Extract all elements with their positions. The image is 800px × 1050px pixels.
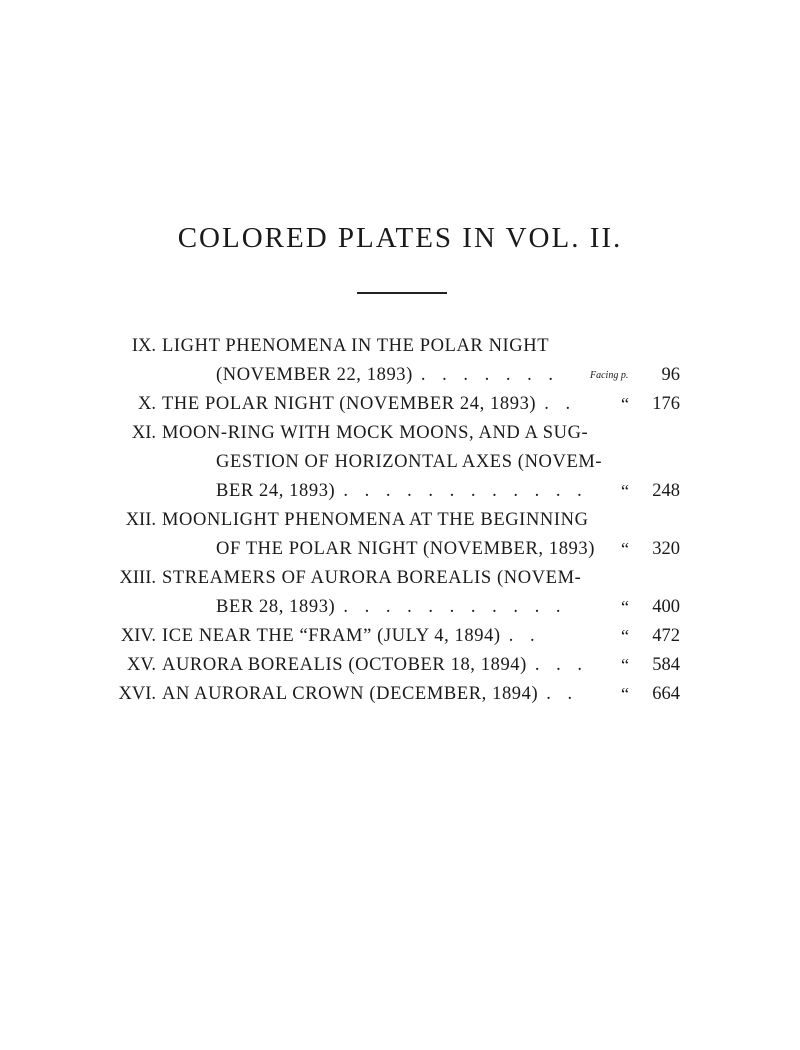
plate-title-text: ICE NEAR THE “FRAM” (JULY 4, 1894): [162, 626, 501, 646]
page-number: 248: [652, 481, 680, 501]
list-item: [110, 680, 690, 709]
entry-line: [110, 593, 690, 622]
page-number: 176: [652, 394, 680, 414]
list-item: [110, 419, 690, 506]
title-rule: [357, 292, 447, 294]
plate-title-text: THE POLAR NIGHT (NOVEMBER 24, 1893): [162, 394, 537, 414]
plate-title: [162, 651, 588, 680]
plate-title: [162, 390, 576, 419]
plates-list: [110, 332, 690, 709]
plate-title-continued: OF THE POLAR NIGHT (NOVEMBER, 1893): [216, 539, 596, 559]
page-title: COLORED PLATES IN VOL. II.: [177, 222, 623, 254]
plate-numeral: XII.: [125, 510, 156, 530]
dot-leader: . . . . . . . . . . . .: [343, 481, 588, 501]
plate-title: LIGHT PHENOMENA IN THE POLAR NIGHT: [162, 336, 550, 356]
dot-leader: . . .: [534, 655, 589, 675]
ditto-mark: “: [621, 394, 629, 414]
entry-line: [110, 535, 690, 564]
entry-line: [110, 448, 690, 477]
plate-title-continued: GESTION OF HORIZONTAL AXES (NOVEM-: [216, 452, 603, 472]
list-item: [110, 651, 690, 680]
plate-title-text: AN AURORAL CROWN (DECEMBER, 1894): [162, 684, 539, 704]
entry-line: [110, 622, 690, 651]
entry-line: [110, 477, 690, 506]
entry-line: [110, 506, 690, 535]
page-number: 664: [652, 684, 680, 704]
plate-numeral: XV.: [127, 655, 156, 675]
page-number: 320: [652, 539, 680, 559]
entry-line: [110, 651, 690, 680]
page-number: 400: [652, 597, 680, 617]
plate-numeral: IX.: [131, 336, 156, 356]
list-item: [110, 622, 690, 651]
page-number: 584: [652, 655, 680, 675]
plate-title-continued: [216, 361, 559, 390]
list-item: [110, 506, 690, 564]
entry-line: [110, 332, 690, 361]
plate-title: MOONLIGHT PHENOMENA AT THE BEGINNING: [162, 510, 589, 530]
plate-date: BER 28, 1893): [216, 597, 336, 617]
plate-title-continued: [216, 593, 566, 622]
entry-line: [110, 390, 690, 419]
plate-numeral: XI.: [131, 423, 156, 443]
ditto-mark: “: [621, 626, 629, 646]
dot-leader: . . . . . . .: [420, 365, 560, 385]
ditto-mark: “: [621, 481, 629, 501]
plate-title: [162, 680, 578, 709]
plate-numeral: XVI.: [118, 684, 156, 704]
page-number: 96: [661, 365, 680, 385]
dot-leader: . . . . . . . . . . .: [343, 597, 567, 617]
list-item: [110, 564, 690, 622]
ditto-mark: “: [621, 655, 629, 675]
ditto-mark: “: [621, 539, 629, 559]
plate-date: BER 24, 1893): [216, 481, 336, 501]
entry-line: [110, 361, 690, 390]
list-item: [110, 332, 690, 390]
dot-leader: . .: [508, 626, 541, 646]
plate-title: MOON-RING WITH MOCK MOONS, AND A SUG-: [162, 423, 589, 443]
plate-numeral: X.: [138, 394, 156, 414]
plate-date: (NOVEMBER 22, 1893): [216, 365, 413, 385]
plate-title-text: AURORA BOREALIS (OCTOBER 18, 1894): [162, 655, 527, 675]
dot-leader: . .: [546, 684, 579, 704]
plate-title: [162, 622, 541, 651]
plate-numeral: XIII.: [119, 568, 156, 588]
entry-line: [110, 419, 690, 448]
entry-line: [110, 564, 690, 593]
facing-label: Facing p.: [590, 370, 629, 381]
page-number: 472: [652, 626, 680, 646]
ditto-mark: “: [621, 684, 629, 704]
plate-numeral: XIV.: [120, 626, 156, 646]
ditto-mark: “: [621, 597, 629, 617]
entry-line: [110, 680, 690, 709]
plate-title: STREAMERS OF AURORA BOREALIS (NOVEM-: [162, 568, 582, 588]
dot-leader: . .: [544, 394, 577, 414]
list-item: [110, 390, 690, 419]
plate-title-continued: [216, 477, 588, 506]
